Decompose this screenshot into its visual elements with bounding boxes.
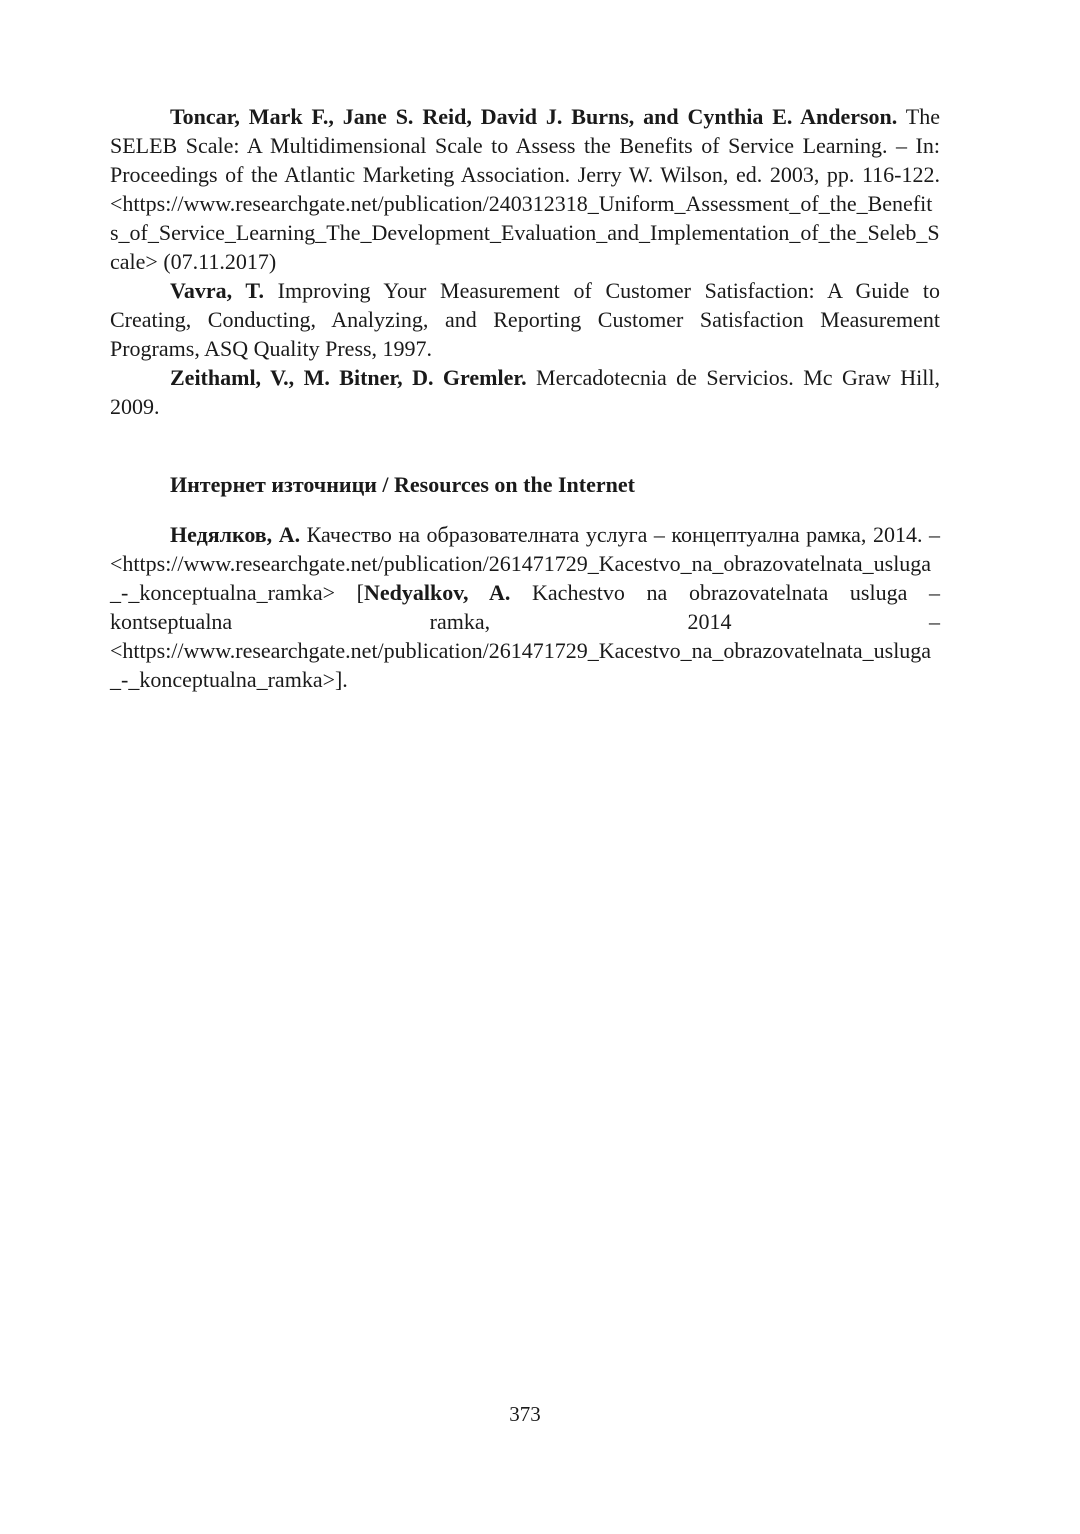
reference-text: Improving Your Measurement of Customer Satisfaction: A Guide to Creating, Conducting, Analyzing, and Reporting Customer Satisfaction Measurement Programs, ASQ Quality Press, 1997. [110, 278, 940, 361]
reference-authors-transliterated: Nedyalkov, A. [363, 580, 511, 605]
references-section [110, 102, 940, 694]
reference-text: The SELEB Scale: A Multidimensional Scale to Assess the Benefits of Service Learning. – In: Proceedings of the Atlantic Marketing Association. Jerry W. Wilson, ed. 2003, pp. 116-122. <https://www.researchgate.net/publication/240312318_Uniform_Assessment_of_the_Benefits_of_Service_Learning_The_Development_Evaluation_and_Implementation_of_the_Seleb_Scale> (07.11.2017) [110, 104, 941, 274]
reference-authors: Toncar, Mark F., Jane S. Reid, David J. Burns, and Cynthia E. Anderson. [170, 104, 898, 129]
reference-entry-zeithaml [110, 363, 940, 421]
reference-entry-vavra [110, 276, 940, 363]
reference-authors: Недялков, А. [170, 522, 301, 547]
reference-entry-nedyalkov [110, 520, 940, 694]
reference-entry-toncar [110, 102, 940, 276]
reference-authors: Zeithaml, V., M. Bitner, D. Gremler. [170, 365, 527, 390]
reference-text: Mercadotecnia de Servicios. Mc Graw Hill, 2009. [110, 365, 940, 419]
reference-text-transliterated: Kachestvo na obrazovatelnata usluga – kontseptualna ramka, 2014 – <https://www.researchgate.net/publication/261471729_Kacestvo_na_obrazovatelnata_usluga_-_konceptualna_ramka>]. [110, 580, 941, 692]
page-number: 373 [509, 1402, 541, 1426]
reference-text: Качество на образователната услуга – концептуална рамка, 2014. – <https://www.researchgate.net/publication/261471729_Kacestvo_na_obrazovatelnata_usluga_-_konceptualna_ramka> [ [110, 522, 940, 605]
section-heading-internet-resources: Интернет източници / Resources on the Internet [170, 472, 635, 497]
reference-authors: Vavra, T. [170, 278, 264, 303]
